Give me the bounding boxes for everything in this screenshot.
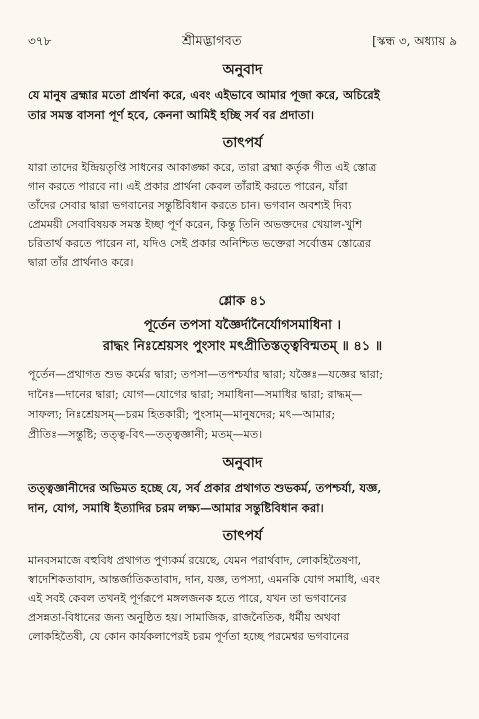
text-line: দান, যোগ, সমাধি ইত্যাদির চরম লক্ষ্য—আমার সন্তুষ্টিবিধান করা। [28, 501, 324, 515]
purport-heading-1: তাৎপর্য [222, 135, 263, 151]
sanskrit-verse [28, 315, 457, 357]
text-line: গান করতে পারবে না। এই প্রকার প্রার্থনা কেবল তাঁরাই করতে পারেন, যাঁরা [28, 180, 348, 193]
translation-text-1 [28, 85, 457, 125]
word-for-word-synonyms [28, 365, 457, 445]
translation-heading-1: অনুবাদ [222, 62, 263, 78]
text-line: দ্বারা তাঁর প্রার্থনাও করে। [28, 256, 134, 269]
text-line: এই সবই কেবল তখনই পূর্ণরূপে মঙ্গলজনক হতে পারে, যখন তা ভগবানের [28, 592, 347, 605]
page-number: ৩৭৮ [28, 34, 52, 48]
text-line: তাঁদের সেবার দ্বারা ভগবানের সন্তুষ্টিবিধান করতে চান। ভগবান অবশ্যই দিব্য [28, 199, 352, 212]
text-line: যে মানুষ ব্রহ্মার মতো প্রার্থনা করে, এবং এইভাবে আমার পূজা করে, অচিরেই [28, 88, 380, 102]
text-line: চরিতার্থ করতে পারেন না, যদিও সেই প্রকার অনিশ্চিত ভক্তেরা সর্বোত্তম স্তোত্রের [28, 237, 371, 250]
text-line: সাফল্য; নিঃশ্রেয়সম্—চরম হিতকারী; পুংসাম্—মানুষদের; মৎ—আমার; [28, 408, 336, 421]
text-line: লোকহিতৈষী, যে কোন কার্যকলাপেরই চরম পূর্ণতা হচ্ছে পরমেশ্বর ভগবানের [28, 630, 350, 643]
purport-text-2 [28, 551, 457, 646]
text-line: যারা তাদের ইন্দ্রিয়তৃপ্তি সাধনের আকাঙ্ক্ষা করে, তারা ব্রহ্মা কর্তৃক গীত এই স্তোত্র [28, 161, 377, 174]
text-line: দানৈঃ—দানের দ্বারা; যোগ—যোগের দ্বারা; সমাধিনা—সমাধির দ্বারা; রাদ্ধম্— [28, 388, 363, 401]
text-line: প্রসন্নতা-বিধানের জন্য অনুষ্ঠিত হয়। সামাজিক, রাজনৈতিক, ধর্মীয় অথবা [28, 611, 341, 624]
text-line: প্রেমময়ী সেবাবিষয়ক সমস্ত ইচ্ছা পূর্ণ করেন, কিন্তু তিনি অভক্তদের খেয়াল-খুশি [28, 218, 362, 231]
text-line: স্বাদেশিকতাবাদ, আন্তর্জাতিকতাবাদ, দান, যজ্ঞ, তপস্যা, এমনকি যোগ সমাধি, এবং [28, 573, 380, 586]
book-title: শ্রীমদ্ভাগবত [181, 34, 242, 49]
text-line: প্রীতিঃ—সন্তুষ্টি; তত্ত্ব-বিৎ—তত্ত্বজ্ঞানী; মতম্—মত। [28, 428, 263, 441]
text-line: তার সমস্ত বাসনা পূর্ণ হবে, কেননা আমিই হচ্ছি সর্ব বর প্রদাতা। [28, 108, 315, 122]
text-line: মানবসমাজে বহুবিধ প্রথাগত পুণ্যকর্ম রয়েছে, যেমন পরার্থবাদ, লোকহিতৈষণা, [28, 554, 362, 567]
translation-heading-2: অনুবাদ [222, 455, 263, 471]
verse-line: পূর্তেন তপসা যজ্ঞৈর্দানৈর্যোগসমাধিনা । [143, 318, 342, 333]
verse-line: রাদ্ধং নিঃশ্রেয়সং পুংসাং মৎপ্রীতিস্তত্ত্ববিন্মতম্ ॥ ৪১ ॥ [102, 339, 383, 354]
running-header [28, 32, 457, 52]
section-reference: [স্কন্ধ ৩, অধ্যায় ৯ [372, 34, 457, 48]
verse-number: শ্লোক ৪১ [218, 294, 267, 309]
text-line: তত্ত্বজ্ঞানীদের অভিমত হচ্ছে যে, সর্ব প্রকার প্রথাগত শুভকর্ম, তপশ্চর্যা, যজ্ঞ, [28, 481, 382, 495]
text-line: পূর্তেন—প্রথাগত শুভ কর্মের দ্বারা; তপসা—তপশ্চর্যার দ্বারা; যজ্ঞৈঃ—যজ্ঞের দ্বারা; [28, 368, 383, 381]
translation-text-2 [28, 478, 457, 518]
purport-heading-2: তাৎপর্য [222, 528, 263, 544]
purport-text-1 [28, 158, 457, 272]
